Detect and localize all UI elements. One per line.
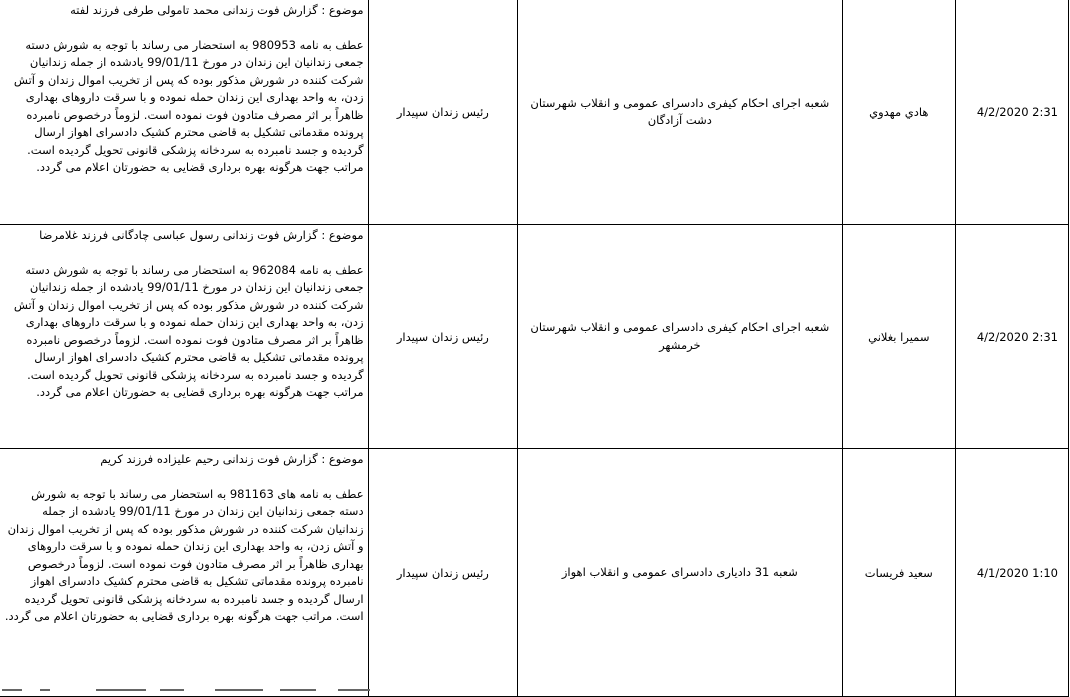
subject-cell[interactable]: [0, 0, 368, 225]
cropped-text-fragment: [0, 686, 380, 694]
branch-cell[interactable]: شعبه اجرای احکام کیفری دادسرای عمومی و انقلاب شهرستان خرمشهر: [518, 225, 842, 449]
date-cell[interactable]: 4/2/2020 2:31: [956, 225, 1069, 449]
table-row: [0, 225, 1069, 449]
table-row: [0, 0, 1069, 225]
subject-title: موضوع : گزارش فوت زندانی رحیم علیزاده فرزند کریم: [4, 451, 364, 469]
name-cell[interactable]: سعيد فريسات: [842, 449, 955, 697]
subject-cell[interactable]: [0, 225, 368, 449]
subject-title: موضوع : گزارش فوت زندانی رسول عباسی چادگانی فرزند غلامرضا: [4, 227, 364, 245]
branch-cell[interactable]: شعبه 31 دادیاری دادسرای عمومی و انقلاب اهواز: [518, 449, 842, 697]
subject-body: عطف به نامه 962084 به استحضار می رساند با توجه به شورش دسته جمعی زندانیان این زندان در مورخ 99/01/11 یادشده از جمله زندانیان شرکت کننده در شورش مذکور بوده که پس از تخریب اموال زندان و آتش زدن، به واحد بهداری این زندان حمله نموده و با سرقت داروهای بهداری ظاهراً بر اثر مصرف متادون فوت نموده است. لزوماً درخصوص نامبرده پرونده مقدماتی تشکیل به قاضی محترم کشیک دادسرای اهواز ارسال گردیده و جسد نامبرده به سردخانه پزشکی قانونی تحویل گردیده است. مراتب جهت هرگونه بهره برداری قضایی به حضورتان اعلام می گردد.: [4, 262, 364, 402]
sender-cell[interactable]: رئیس زندان سپیدار: [368, 0, 518, 225]
sender-cell[interactable]: رئیس زندان سپیدار: [368, 449, 518, 697]
subject-body: عطف به نامه 980953 به استحضار می رساند با توجه به شورش دسته جمعی زندانیان این زندان در مورخ 99/01/11 یادشده از جمله زندانیان شرکت کننده در شورش مذکور بوده که پس از تخریب اموال زندان و آتش زدن، به واحد بهداری این زندان حمله نموده و با سرقت داروهای بهداری ظاهراً بر اثر مصرف متادون فوت نموده است. لزوماً درخصوص نامبرده پرونده مقدماتی تشکیل به قاضی محترم کشیک دادسرای اهواز ارسال گردیده و جسد نامبرده به سردخانه پزشکی قانونی تحویل گردیده است. مراتب جهت هرگونه بهره برداری قضایی به حضورتان اعلام می گردد.: [4, 37, 364, 177]
subject-cell[interactable]: [0, 449, 368, 697]
name-cell[interactable]: هادي مهدوي: [842, 0, 955, 225]
subject-body: عطف به نامه های 981163 به استحضار می رساند با توجه به شورش دسته جمعی زندانیان این زندان در مورخ 99/01/11 یادشده از جمله زندانیان شرکت کننده در شورش مذکور بوده که پس از تخریب اموال زندان و آتش زدن، به واحد بهداری این زندان حمله نموده و با سرقت داروهای بهداری ظاهراً بر اثر مصرف متادون فوت نموده است. لزوماً درخصوص نامبرده پرونده مقدماتی تشکیل به قاضی محترم کشیک دادسرای اهواز ارسال گردیده و جسد نامبرده به سردخانه پزشکی قانونی تحویل گردیده است. مراتب جهت هرگونه بهره برداری قضایی به حضورتان اعلام می گردد.: [4, 486, 364, 626]
branch-cell[interactable]: شعبه اجرای احکام کیفری دادسرای عمومی و انقلاب شهرستان دشت آزادگان: [518, 0, 842, 225]
sender-cell[interactable]: رئیس زندان سپیدار: [368, 225, 518, 449]
table-row: [0, 449, 1069, 697]
date-cell[interactable]: 4/2/2020 2:31: [956, 0, 1069, 225]
subject-title: موضوع : گزارش فوت زندانی محمد تامولی طرفی فرزند لفته: [4, 2, 364, 20]
name-cell[interactable]: سميرا بغلاني: [842, 225, 955, 449]
date-cell[interactable]: 4/1/2020 1:10: [956, 449, 1069, 697]
